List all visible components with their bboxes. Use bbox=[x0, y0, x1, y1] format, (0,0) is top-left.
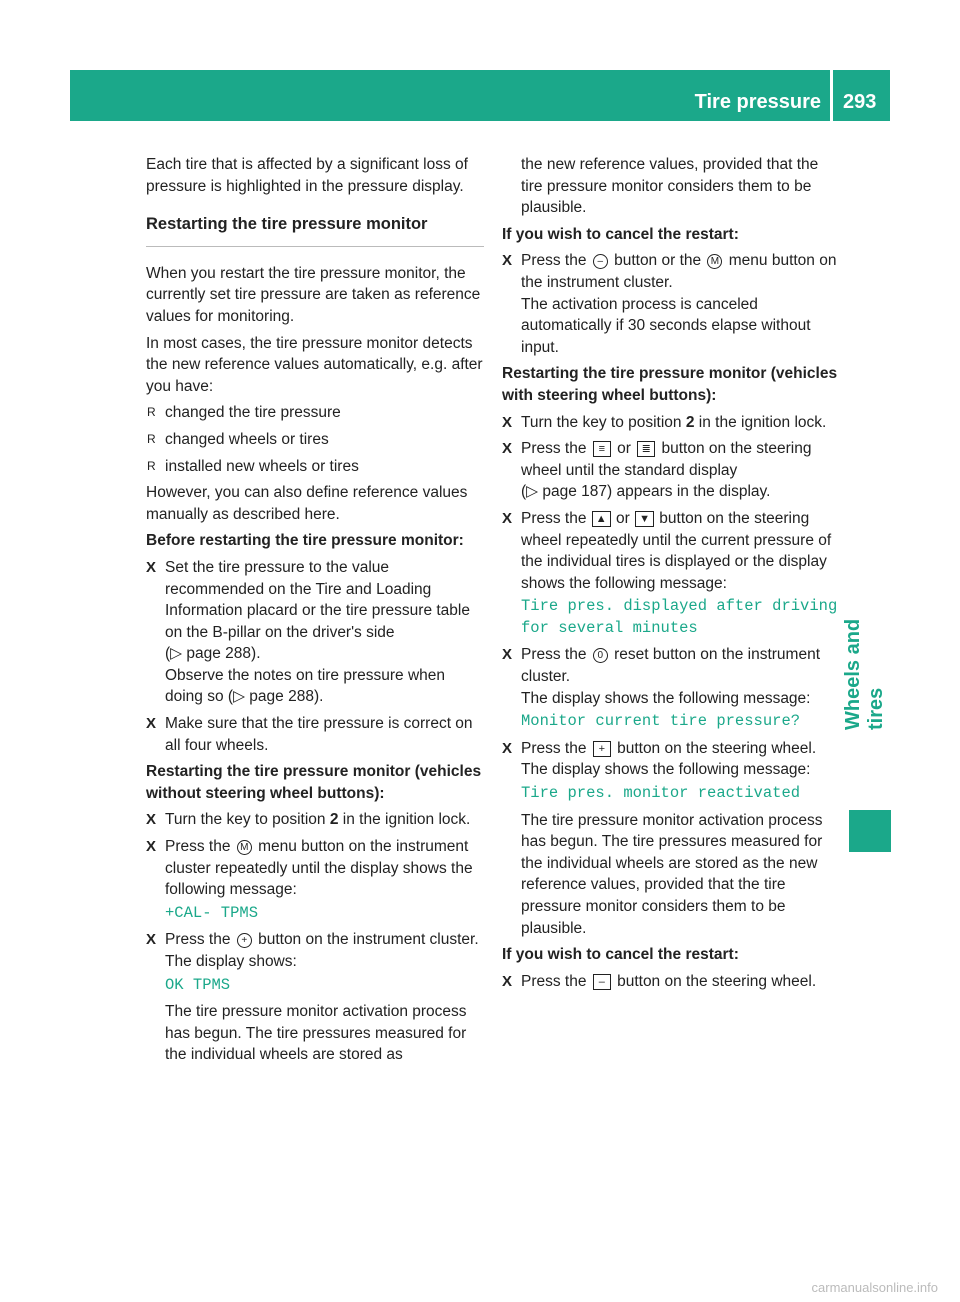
paragraph: In most cases, the tire pressure monitor detects the new reference values automatically, e.g. after you have: bbox=[146, 334, 483, 395]
step-item: X Press the 0 reset button on the instrument cluster. The display shows the following message: Monitor current tire pressure? bbox=[502, 644, 840, 732]
step-item: X Turn the key to position 2 in the ignition lock. bbox=[146, 809, 484, 831]
intro-paragraph: Each tire that is affected by a significant loss of pressure is highlighted in the pressure display. bbox=[146, 156, 468, 195]
step-item: X Press the ▲ or ▼ button on the steering wheel repeatedly until the current pressure of the individual tires is displayed or the display shows the following message: Tire pres. displayed after driving for several minutes bbox=[502, 508, 840, 640]
step-arrow-icon: X bbox=[146, 811, 157, 829]
step-arrow-icon: X bbox=[146, 931, 157, 949]
left-column bbox=[146, 154, 484, 1071]
bullet-icon: R bbox=[147, 431, 156, 446]
step-item: X Set the tire pressure to the value recommended on the Tire and Loading Information placard or the tire pressure table on the B-pillar on the driver's side (▷ page 288). Observe the notes on tire pressure when doing so (▷ page 288). bbox=[146, 558, 470, 706]
page-section-title: Tire pressure bbox=[694, 91, 821, 113]
list-item: R changed the tire pressure bbox=[146, 402, 484, 424]
minus-key-icon: – bbox=[593, 974, 611, 990]
right-column bbox=[502, 154, 840, 997]
page-number: 293 bbox=[843, 91, 877, 113]
paragraph: the new reference values, provided that the tire pressure monitor considers them to be plausible. bbox=[521, 156, 819, 217]
bullet-icon: R bbox=[147, 458, 156, 473]
bullet-icon: R bbox=[147, 405, 156, 420]
section-heading: Restarting the tire pressure monitor bbox=[146, 215, 428, 234]
step-item: X Press the ≡ or ≣ button on the steering wheel until the standard display (▷ page 187) appears in the display. bbox=[502, 440, 812, 501]
step-arrow-icon: X bbox=[502, 739, 513, 757]
step-arrow-icon: X bbox=[502, 440, 513, 458]
subheading: Restarting the tire pressure monitor (vehicles with steering wheel buttons): bbox=[502, 365, 838, 404]
display-forward-icon: ≣ bbox=[637, 441, 655, 457]
paragraph: When you restart the tire pressure monitor, the currently set tire pressure are taken as reference values for monitoring. bbox=[146, 264, 481, 325]
subheading: If you wish to cancel the restart: bbox=[502, 946, 739, 964]
display-back-icon: ≡ bbox=[593, 441, 611, 457]
down-arrow-icon: ▼ bbox=[635, 511, 654, 527]
step-arrow-icon: X bbox=[502, 646, 513, 664]
side-tab-marker bbox=[849, 810, 891, 852]
subheading: Before restarting the tire pressure monitor: bbox=[146, 532, 464, 550]
footer-watermark: carmanualsonline.info bbox=[811, 1280, 938, 1295]
step-item: X Turn the key to position 2 in the ignition lock. bbox=[502, 412, 840, 434]
step-item: X Make sure that the tire pressure is correct on all four wheels. bbox=[146, 715, 473, 754]
plus-key-icon: + bbox=[593, 741, 611, 757]
display-message: +CAL- TPMS bbox=[165, 903, 259, 922]
display-message: OK TPMS bbox=[165, 975, 231, 994]
subheading: Restarting the tire pressure monitor (vehicles without steering wheel buttons): bbox=[146, 763, 482, 802]
back-button-icon: – bbox=[593, 254, 608, 269]
step-arrow-icon: X bbox=[146, 715, 157, 733]
menu-button-icon: M bbox=[707, 254, 722, 269]
list-item: R changed wheels or tires bbox=[146, 429, 484, 451]
step-arrow-icon: X bbox=[502, 413, 513, 431]
step-item: X Press the + button on the instrument cluster. The display shows: OK TPMS The tire pressure monitor activation process has begun. The tire pressures measured for the individual wheels are stored as bbox=[146, 929, 484, 1066]
display-message: Tire pres. monitor reactivated bbox=[521, 784, 801, 803]
step-item: X Press the – button on the steering wheel. bbox=[502, 971, 840, 993]
list-item: R installed new wheels or tires bbox=[146, 456, 484, 478]
heading-rule bbox=[146, 246, 484, 247]
reset-button-icon: 0 bbox=[593, 648, 608, 663]
step-arrow-icon: X bbox=[502, 252, 513, 270]
display-message: Monitor current tire pressure? bbox=[521, 712, 801, 731]
step-arrow-icon: X bbox=[146, 558, 157, 576]
plus-button-icon: + bbox=[237, 933, 252, 948]
step-item: X Press the M menu button on the instrument cluster repeatedly until the display shows the following message: +CAL- TPMS bbox=[146, 836, 484, 924]
menu-button-icon: M bbox=[237, 840, 252, 855]
subheading: If you wish to cancel the restart: bbox=[502, 225, 739, 243]
header-separator bbox=[830, 70, 833, 121]
display-message: Tire pres. displayed after driving for several minutes bbox=[521, 597, 838, 637]
up-arrow-icon: ▲ bbox=[592, 511, 611, 527]
step-arrow-icon: X bbox=[502, 972, 513, 990]
step-arrow-icon: X bbox=[146, 838, 157, 856]
step-item: X Press the + button on the steering wheel. The display shows the following message: Tire pres. monitor reactivated The tire pressure monitor activation process has begun. The tire pressures measured for the individual wheels are stored as the new reference values, provided that the tire pressure monitor considers them to be plausible. bbox=[502, 738, 840, 939]
step-arrow-icon: X bbox=[502, 509, 513, 527]
side-tab-label: Wheels and tires bbox=[842, 618, 887, 730]
paragraph: However, you can also define reference values manually as described here. bbox=[146, 484, 468, 523]
step-item: X Press the – button or the M menu button on the instrument cluster. The activation process is canceled automatically if 30 seconds elapse without input. bbox=[502, 252, 837, 356]
